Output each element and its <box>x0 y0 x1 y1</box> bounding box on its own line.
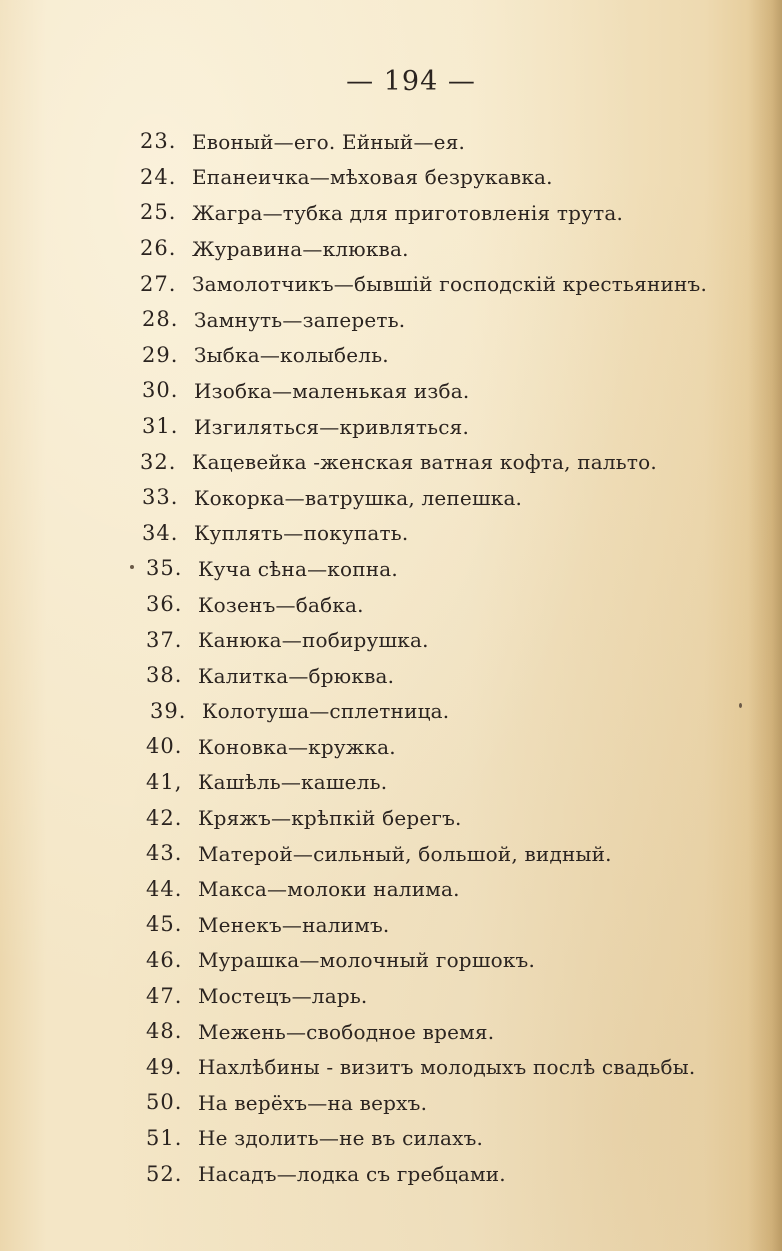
glossary-entry <box>140 1014 760 1050</box>
entry-text: Епанеичка—мѣховая безрукавка. <box>192 165 553 190</box>
glossary-entry <box>140 694 760 730</box>
entry-number: 23. <box>140 129 177 154</box>
entry-number: 36. <box>146 592 183 617</box>
glossary-entry <box>140 943 760 979</box>
entry-number: 45. <box>146 912 183 937</box>
entry-text: Жагра—тубка для приготовленія трута. <box>192 200 624 225</box>
entry-text: Канюка—побирушка. <box>198 628 429 653</box>
glossary-entry <box>140 124 760 160</box>
entry-text: Куплять—покупать. <box>194 521 409 546</box>
entry-number: 38. <box>146 663 183 688</box>
entry-number: 51. <box>146 1125 183 1150</box>
entry-text: Кашѣль—кашель. <box>198 770 388 795</box>
entry-number: 24. <box>140 164 177 189</box>
glossary-entry <box>140 266 760 302</box>
page-number: — 194 — <box>346 66 476 97</box>
glossary-entry <box>140 658 760 694</box>
glossary-entry <box>140 373 760 409</box>
entry-number: 47. <box>146 983 183 1008</box>
entry-number: 33. <box>142 485 179 510</box>
glossary-entry <box>140 907 760 943</box>
entry-number: 39. <box>150 698 187 723</box>
entry-number: 44. <box>146 876 183 901</box>
ink-speck <box>130 565 134 569</box>
entry-text: Куча сѣна—копна. <box>198 556 398 581</box>
entry-number: 41, <box>146 769 183 794</box>
entry-text: Журавина—клюква. <box>192 236 409 261</box>
entry-number: 49. <box>146 1054 183 1079</box>
entry-number: 30. <box>142 378 179 403</box>
entry-text: Межень—свободное время. <box>198 1019 495 1044</box>
entry-number: 34. <box>142 520 179 545</box>
entry-text: Изобка—маленькая изба. <box>194 378 470 403</box>
entry-text: Мурашка—молочный горшокъ. <box>198 948 536 973</box>
glossary-entry <box>140 587 760 623</box>
entry-number: 46. <box>146 947 183 972</box>
glossary-entry <box>140 231 760 267</box>
entry-text: Колотуша—сплетница. <box>202 699 450 724</box>
entry-text: Менекъ—налимъ. <box>198 912 390 937</box>
glossary-entry <box>140 302 760 338</box>
glossary-entry <box>140 729 760 765</box>
entry-number: 52. <box>146 1161 183 1186</box>
entry-text: Кокорка—ватрушка, лепешка. <box>194 485 523 510</box>
entry-number: 43. <box>146 841 183 866</box>
entry-number: 42. <box>146 805 183 830</box>
glossary-entry <box>140 409 760 445</box>
glossary-entry <box>140 871 760 907</box>
entry-text: Насадъ—лодка съ гребцами. <box>198 1162 506 1187</box>
entry-text: Нахлѣбины - визитъ молодыхъ послѣ свадьбы. <box>198 1055 696 1080</box>
entry-number: 26. <box>140 236 177 261</box>
glossary-entry <box>140 622 760 658</box>
glossary-entry <box>140 480 760 516</box>
entry-text: Макса—молоки налима. <box>198 877 460 902</box>
entry-number: 40. <box>146 734 183 759</box>
entry-number: 35. <box>146 556 183 581</box>
entry-text: Замнуть—запереть. <box>194 307 406 332</box>
entry-number: 27. <box>140 271 177 296</box>
entry-text: Кряжъ—крѣпкій берегъ. <box>198 806 462 831</box>
glossary-entry <box>140 1121 760 1157</box>
glossary-entry <box>140 765 760 801</box>
entry-text: Евоный—его. Ейный—ея. <box>192 129 466 154</box>
glossary-entry <box>140 1049 760 1085</box>
entry-text: Не здолить—не въ силахъ. <box>198 1126 484 1151</box>
entry-text: Козенъ—бабка. <box>198 592 364 617</box>
entry-number: 25. <box>140 200 177 225</box>
entry-text: На верёхъ—на верхъ. <box>198 1090 428 1115</box>
glossary-list <box>140 124 760 1192</box>
glossary-entry <box>140 1156 760 1192</box>
entry-text: Изгиляться—кривляться. <box>194 414 469 439</box>
entry-number: 50. <box>146 1090 183 1115</box>
entry-number: 29. <box>142 342 179 367</box>
glossary-entry <box>140 836 760 872</box>
glossary-entry <box>140 978 760 1014</box>
entry-text: Замолотчикъ—бывшій господскій крестьянинъ. <box>192 272 708 297</box>
entry-text: Зыбка—колыбель. <box>194 343 389 368</box>
entry-text: Матерой—сильный, большой, видный. <box>198 841 612 866</box>
entry-number: 31. <box>142 414 179 439</box>
entry-text: Кацевейка -женская ватная кофта, пальто. <box>192 450 657 475</box>
page-edge-shadow <box>748 0 782 1251</box>
glossary-entry <box>140 1085 760 1121</box>
entry-number: 32. <box>140 449 177 474</box>
glossary-entry <box>140 800 760 836</box>
entry-number: 48. <box>146 1019 183 1044</box>
glossary-entry <box>140 338 760 374</box>
entry-text: Мостецъ—ларь. <box>198 984 368 1009</box>
glossary-entry <box>140 516 760 552</box>
entry-number: 28. <box>142 307 179 332</box>
glossary-entry <box>140 195 760 231</box>
glossary-entry <box>140 551 760 587</box>
entry-text: Коновка—кружка. <box>198 734 396 759</box>
glossary-entry <box>140 160 760 196</box>
ink-speck <box>739 703 742 708</box>
entry-text: Калитка—брюква. <box>198 663 395 688</box>
glossary-entry <box>140 444 760 480</box>
entry-number: 37. <box>146 627 183 652</box>
